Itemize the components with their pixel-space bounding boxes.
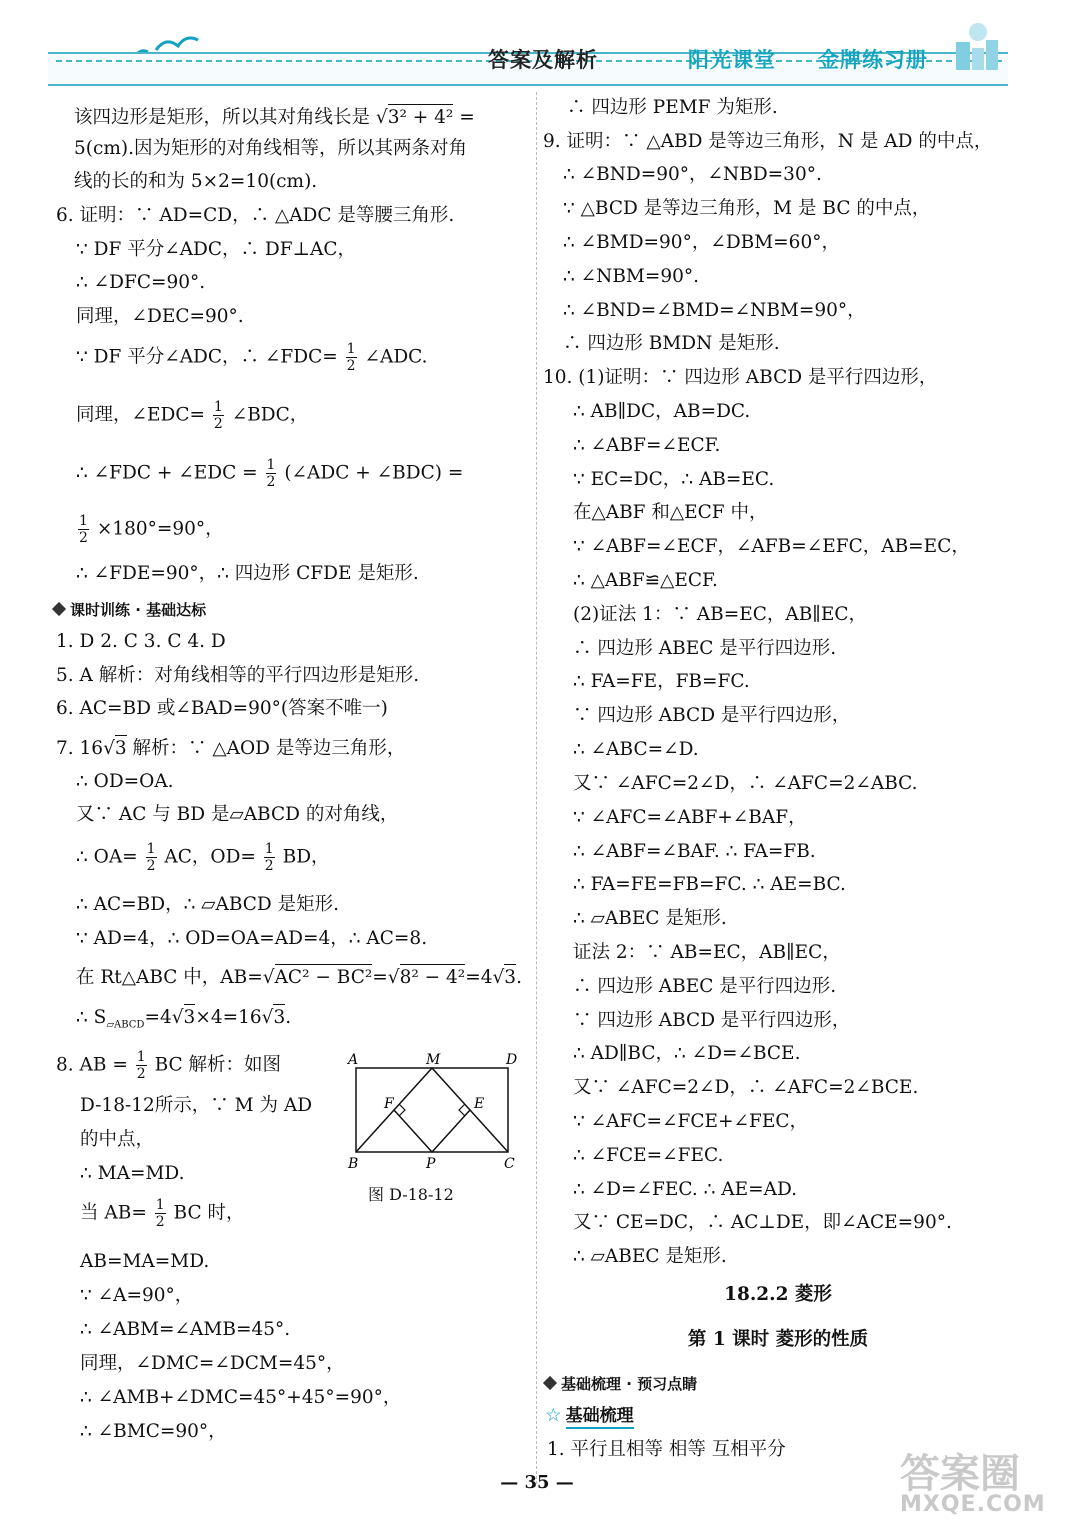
text-line (76, 514, 224, 545)
text: . (285, 1007, 292, 1028)
fraction (155, 1198, 166, 1229)
sqrt-radicand: 3 (184, 1004, 196, 1030)
denominator: 2 (79, 530, 88, 546)
section-heading-text: 基础梳理 · 预习点睛 (561, 1375, 698, 1393)
text: = (372, 967, 388, 988)
text-line: ∵ ∠ABF=∠ECF，∠AFB=∠EFC，AB=EC， (573, 536, 970, 557)
column-divider (536, 92, 537, 1484)
sqrt-expression: √3 (103, 738, 127, 759)
fraction (136, 1050, 147, 1081)
sqrt-radicand: 8² − 4² (400, 964, 466, 990)
text-line (56, 1050, 281, 1081)
text-line: ∵ ∠AFC=∠FCE+∠FEC， (573, 1111, 808, 1132)
sqrt-expression: √3 (172, 1007, 196, 1028)
sqrt-radicand: AC² − BC² (275, 964, 373, 990)
text-line: ∵ 四边形 ABCD 是平行四边形， (573, 1010, 851, 1031)
text-line: ∴ 四边形 ABEC 是平行四边形. (573, 976, 837, 997)
text-line: 同理，∠DEC=90°. (76, 306, 244, 327)
text: BD， (282, 846, 330, 868)
text-line: ∴ 四边形 BMDN 是矩形. (563, 333, 780, 354)
section-heading-text: 课时训练 · 基础达标 (70, 601, 207, 619)
label-f: F (384, 1096, 394, 1112)
text-line: ∴ ∠BMD=90°，∠DBM=60°， (563, 232, 840, 253)
text-line (56, 735, 405, 761)
text: (∠ADC + ∠BDC) = (284, 462, 464, 484)
text: BC 时， (173, 1202, 245, 1224)
text-line: ∴ ∠ABF=∠ECF. (573, 435, 721, 456)
right-angle-mark-e (459, 1104, 465, 1116)
text-line: 10. (1)证明：∵ 四边形 ABCD 是平行四边形， (543, 367, 938, 388)
text-line: ∴ AD∥BC，∴ ∠D=∠BCE. (573, 1043, 801, 1064)
denominator: 2 (266, 474, 276, 490)
subsection-heading (545, 1404, 634, 1428)
numerator: 1 (346, 341, 356, 357)
text-line: ∴ FA=FE=FB=FC. ∴ AE=BC. (573, 874, 846, 895)
text: =4 (144, 1007, 172, 1028)
text-line: ∴ ∠BMC=90°， (80, 1421, 227, 1442)
fraction (78, 514, 89, 545)
text-line: 6. 证明：∵ AD=CD，∴ △ADC 是等腰三角形. (56, 205, 455, 226)
sqrt-expression: √3² + 4² (376, 107, 453, 128)
text-line: ∴ ∠BND=90°，∠NBD=30°. (563, 164, 822, 185)
text: BC 解析：如图 (154, 1054, 282, 1076)
denominator: 2 (264, 858, 274, 874)
text-line: ∴ ∠D=∠FEC. ∴ AE=AD. (573, 1179, 798, 1200)
text-line: ∴ ∠ABC=∠D. (573, 739, 699, 760)
section-title: 18.2.2 菱形 (724, 1284, 832, 1305)
text-line: ∴ 四边形 ABEC 是平行四边形. (573, 638, 837, 659)
text: ∠ADC. (364, 346, 428, 368)
segments-bm-mc (356, 1068, 508, 1152)
text: ∵ DF 平分∠ADC，∴ ∠FDC= (76, 346, 338, 368)
text-line: 在△ABF 和△ECF 中， (573, 502, 768, 523)
text-line: 线的长的和为 5×2=10(cm). (74, 171, 318, 192)
text-line: 1. D 2. C 3. C 4. D (56, 631, 226, 652)
text: . (516, 967, 522, 988)
segments-fp-pe (394, 1110, 470, 1152)
text-line (76, 842, 330, 873)
fraction (264, 842, 275, 873)
denominator: 2 (155, 1214, 165, 1230)
sqrt-radicand: 3 (273, 1004, 285, 1030)
label-m: M (426, 1052, 441, 1068)
text-line: ∴ ∠ABM=∠AMB=45°. (80, 1319, 291, 1340)
diamond-icon (52, 602, 66, 616)
numerator: 1 (79, 513, 88, 529)
fraction (266, 458, 277, 489)
text: 该四边形是矩形，所以其对角线长是 (74, 107, 371, 128)
book-stack-icon (938, 20, 1008, 80)
sqrt-radicand: 3 (504, 964, 516, 990)
text-line: ∵ DF 平分∠ADC，∴ DF⊥AC， (76, 239, 357, 260)
subscript: ▱ABCD (106, 1019, 145, 1031)
text-line: ∵ ∠A=90°， (80, 1285, 194, 1306)
section-heading (54, 598, 206, 622)
numerator: 1 (213, 399, 223, 415)
text-line: 证法 2：∵ AB=EC，AB∥EC， (573, 942, 841, 963)
sqrt-expression: √3 (262, 1007, 286, 1028)
numerator: 1 (266, 457, 276, 473)
text-line: ∵ ∠AFC=∠ABF+∠BAF， (573, 807, 807, 828)
text: 解析：∵ △AOD 是等边三角形， (126, 738, 406, 759)
text-line: ∴ ▱ABEC 是矩形. (573, 1246, 727, 1267)
denominator: 2 (136, 1066, 146, 1082)
label-b: B (348, 1156, 359, 1172)
text-line: 又∵ AC 与 BD 是▱ABCD 的对角线， (76, 804, 399, 825)
header-brand: 阳光课堂 (688, 47, 776, 72)
text-line: ∵ △BCD 是等边三角形，M 是 BC 的中点， (563, 198, 931, 219)
text-line: 6. AC=BD 或∠BAD=90°(答案不唯一) (56, 698, 388, 719)
text: 同理，∠EDC= (76, 404, 205, 426)
text-line: 同理，∠DMC=∠DCM=45°， (80, 1353, 345, 1374)
right-angle-mark-f (399, 1104, 405, 1116)
text-line: ∴ ∠FDE=90°，∴ 四边形 CFDE 是矩形. (76, 563, 419, 584)
text-line: 又∵ CE=DC，∴ AC⊥DE，即∠ACE=90°. (573, 1212, 952, 1233)
subsection-heading-text: 基础梳理 (566, 1406, 634, 1429)
text-line: ∴ ∠NBM=90°. (563, 266, 700, 287)
sqrt-radicand: 3² + 4² (388, 104, 454, 130)
text-line: ∴ ∠ABF=∠BAF. ∴ FA=FB. (573, 841, 816, 862)
figure-caption: 图 D-18-12 (368, 1185, 454, 1204)
denominator: 2 (346, 358, 356, 374)
text: ∴ S (76, 1007, 107, 1028)
label-p: P (426, 1156, 436, 1172)
text-line (80, 1198, 245, 1229)
diamond-icon (543, 1376, 557, 1390)
numerator: 1 (136, 1049, 146, 1065)
text-line: AB=MA=MD. (80, 1251, 210, 1272)
text-line: D-18-12所示，∵ M 为 AD (80, 1095, 313, 1116)
text-line: ∴ MA=MD. (80, 1163, 185, 1184)
page-header (48, 30, 1010, 84)
text: ×180°=90°， (96, 518, 224, 540)
text-line (76, 964, 522, 990)
watermark (900, 1451, 1070, 1534)
text-line: ∴ 四边形 PEMF 为矩形. (567, 97, 778, 118)
text-line (74, 104, 475, 130)
text: ∠BDC， (231, 404, 309, 426)
text: 7. 16 (56, 738, 104, 759)
text-line: ∴ ∠AMB+∠DMC=45°+45°=90°， (80, 1387, 402, 1408)
text: ∴ ∠FDC + ∠EDC = (76, 462, 258, 484)
text-line: ∴ △ABF≌△ECF. (573, 570, 718, 591)
text-line: ∴ ∠DFC=90°. (76, 272, 206, 293)
text-line (76, 458, 463, 489)
label-e: E (474, 1096, 485, 1112)
sqrt-radicand: 3 (115, 735, 127, 761)
sqrt-expression: √3 (493, 967, 517, 988)
fraction (346, 342, 357, 373)
denominator: 2 (146, 858, 156, 874)
text-line: ∴ AB∥DC，AB=DC. (573, 401, 751, 422)
watermark-text: 答案圈 (900, 1451, 1020, 1497)
text: =4 (465, 967, 493, 988)
numerator: 1 (264, 841, 274, 857)
page-number: — 35 — (500, 1472, 574, 1493)
star-icon: ☆ (545, 1405, 562, 1426)
header-brand-2: 金牌练习册 (818, 47, 928, 72)
sqrt-expression: √8² − 4² (388, 967, 465, 988)
text-line: 又∵ ∠AFC=2∠D，∴ ∠AFC=2∠ABC. (573, 773, 918, 794)
text-line (76, 1004, 291, 1038)
text-line: ∵ AD=4，∴ OD=OA=AD=4，∴ AC=8. (76, 928, 428, 949)
text: 在 Rt△ABC 中，AB= (76, 967, 263, 988)
text-line (76, 400, 308, 431)
label-d: D (506, 1052, 518, 1068)
watermark-url: MXQE.COM (900, 1492, 1046, 1517)
label-c: C (504, 1156, 515, 1172)
text-line: 5. A 解析：对角线相等的平行四边形是矩形. (56, 665, 420, 686)
text-line: ∴ OD=OA. (76, 771, 174, 792)
text-line: (2)证法 1：∵ AB=EC，AB∥EC， (573, 604, 868, 625)
text-line: ∴ ▱ABEC 是矩形. (573, 908, 727, 929)
sqrt-expression: √AC² − BC² (263, 967, 373, 988)
text-line: ∴ FA=FE，FB=FC. (573, 671, 750, 692)
numerator: 1 (155, 1197, 165, 1213)
text: = (459, 107, 475, 128)
text-line: 5(cm).因为矩形的对角线相等，所以其两条对角 (74, 138, 467, 159)
text: 当 AB= (80, 1202, 147, 1224)
header-title: 答案及解析 (488, 48, 598, 72)
section-heading (545, 1372, 697, 1396)
text-line: ∵ EC=DC，∴ AB=EC. (573, 469, 775, 490)
lesson-title: 第 1 课时 菱形的性质 (687, 1329, 869, 1350)
geometry-figure (346, 1052, 526, 1202)
text: AC，OD= (164, 846, 256, 868)
text-line: ∴ AC=BD，∴ ▱ABCD 是矩形. (76, 894, 340, 915)
text-line: ∴ ∠BND=∠BMD=∠NBM=90°， (563, 300, 866, 321)
numerator: 1 (146, 841, 156, 857)
text: 8. AB = (56, 1054, 128, 1076)
fraction (213, 400, 224, 431)
text-line: ∵ 四边形 ABCD 是平行四边形， (573, 705, 851, 726)
text-line (76, 342, 428, 373)
text-line: ∴ ∠FCE=∠FEC. (573, 1145, 724, 1166)
rectangle-abcd (356, 1068, 508, 1152)
text: ×4=16 (195, 1007, 262, 1028)
text-line: 1. 平行且相等 相等 互相平分 (547, 1439, 786, 1460)
text-line: 9. 证明：∵ △ABD 是等边三角形，N 是 AD 的中点， (543, 131, 993, 152)
text: ∴ OA= (76, 846, 138, 868)
denominator: 2 (213, 416, 223, 432)
text-line: 又∵ ∠AFC=2∠D，∴ ∠AFC=2∠BCE. (573, 1077, 919, 1098)
label-a: A (348, 1052, 359, 1068)
text-line: 的中点， (80, 1129, 155, 1150)
fraction (146, 842, 157, 873)
